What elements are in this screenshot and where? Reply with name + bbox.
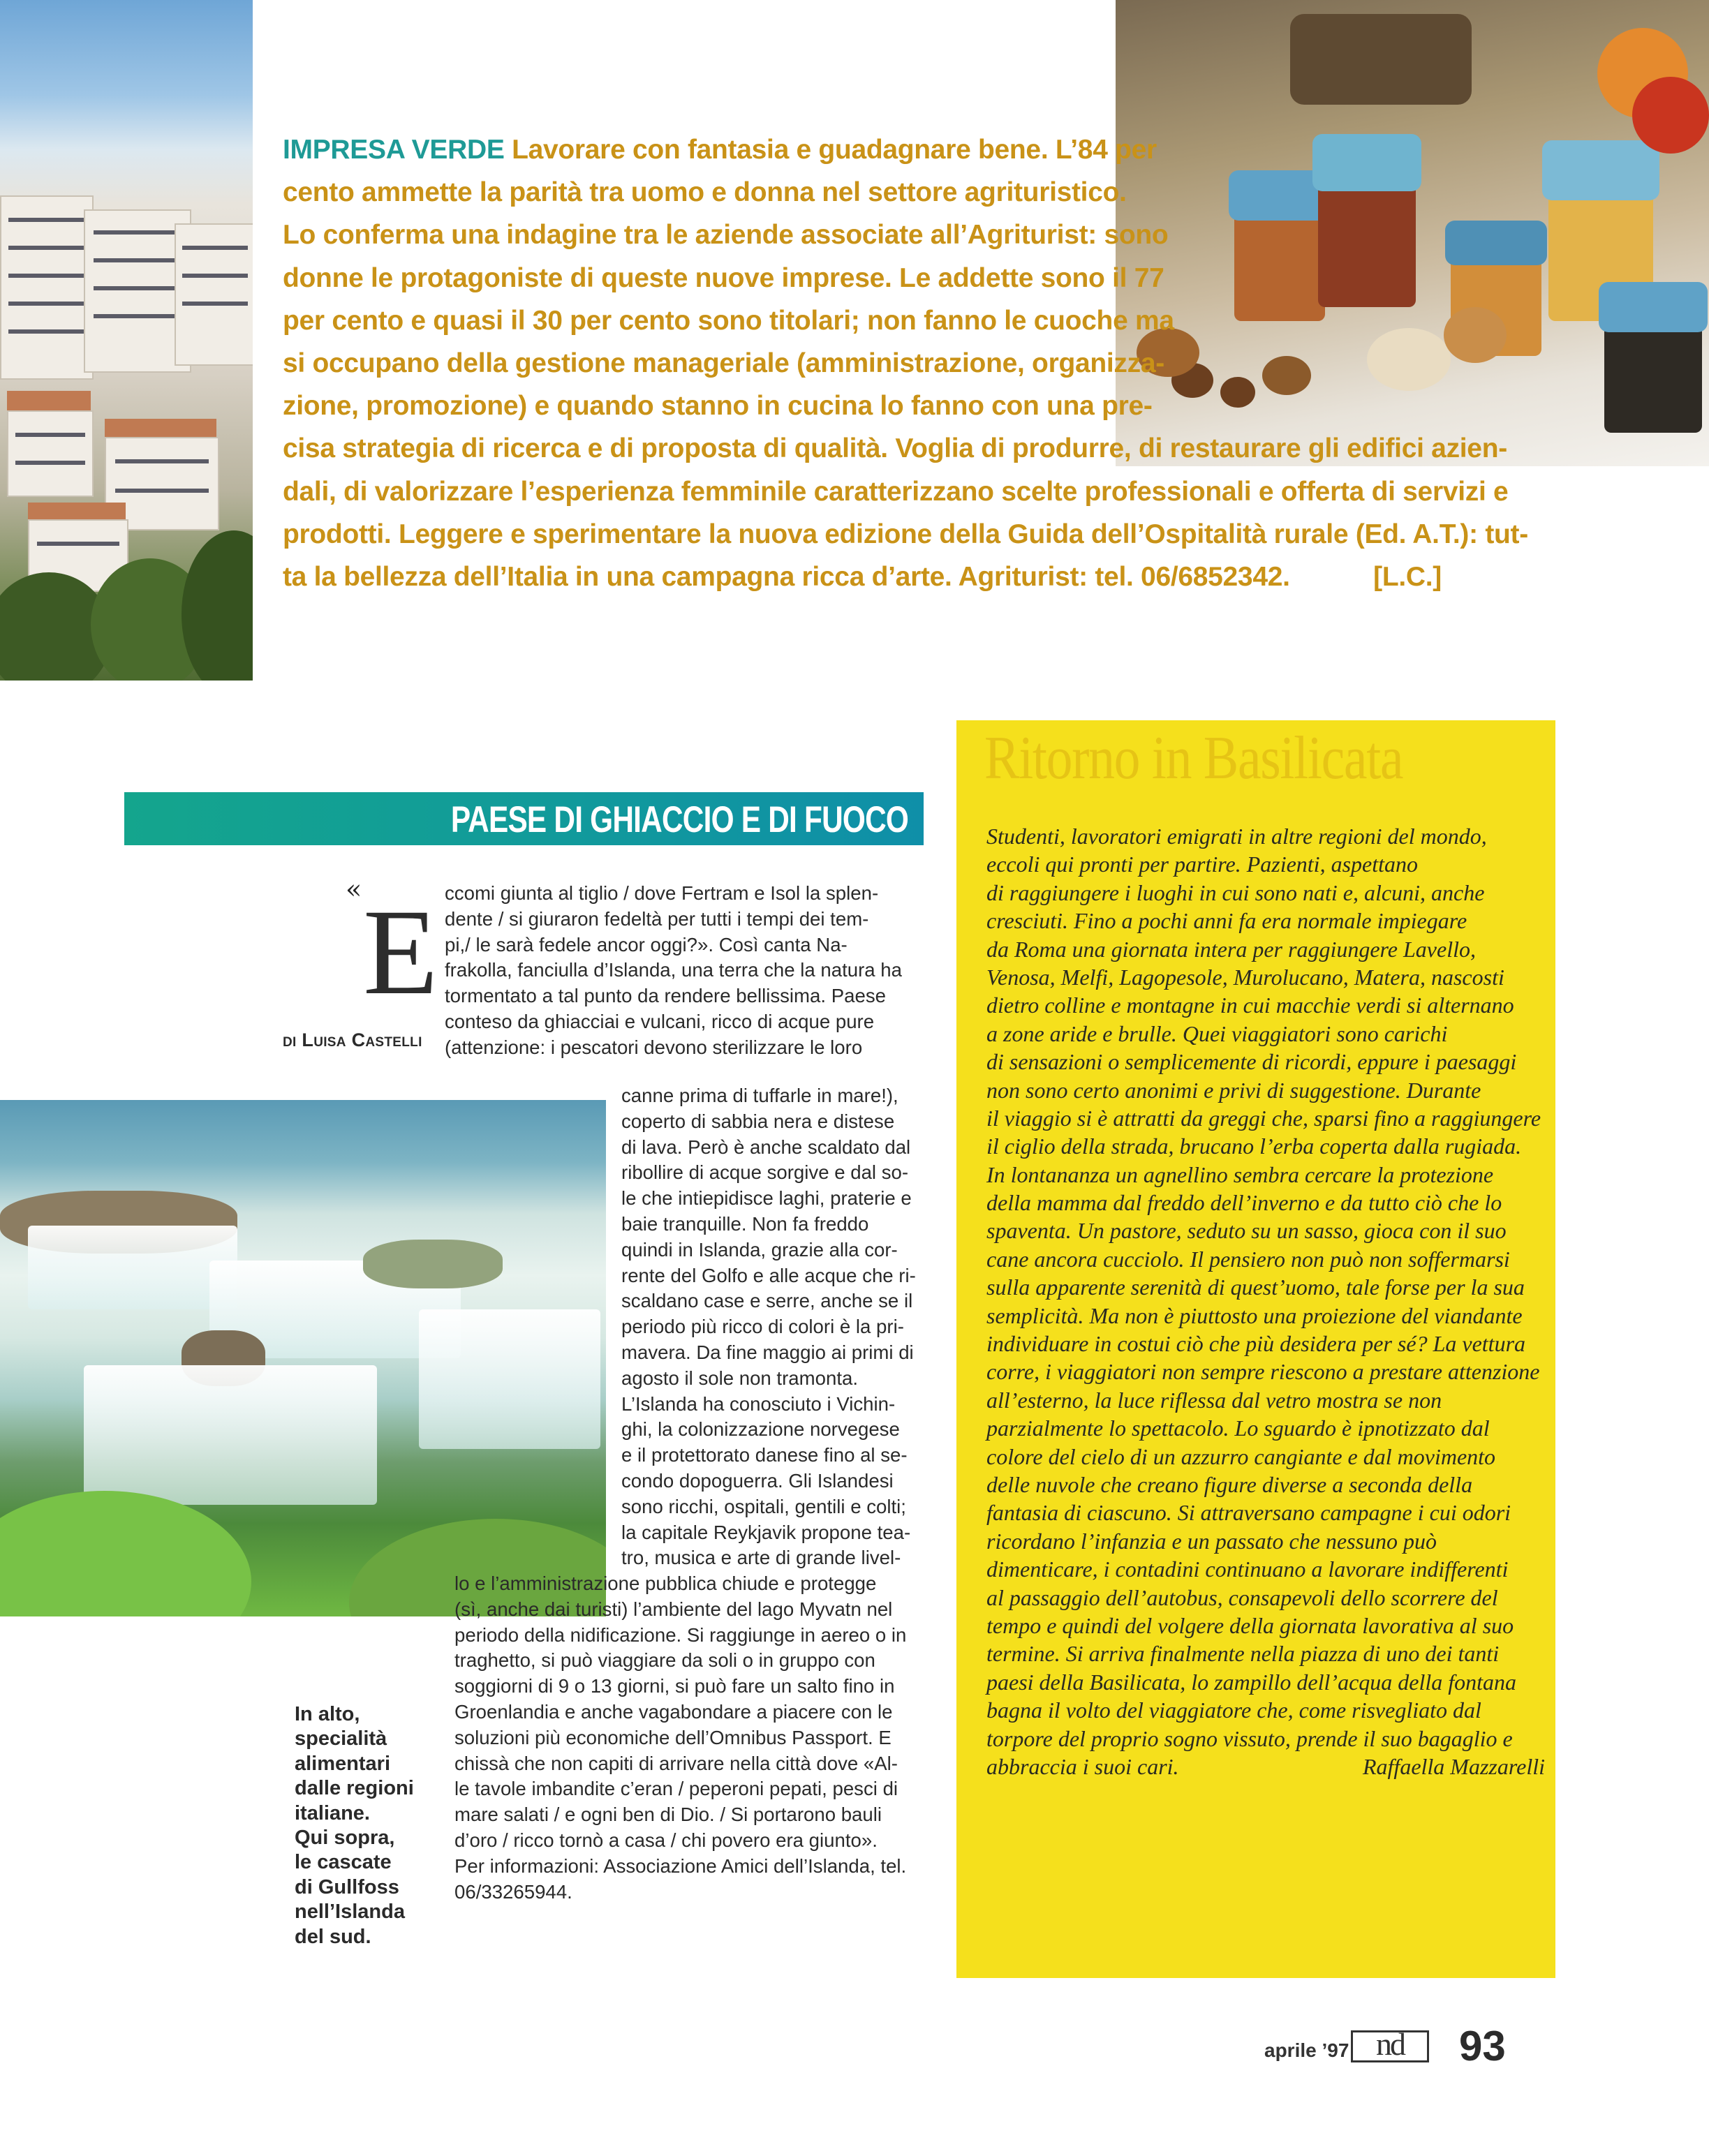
ritorno-line: parzialmente lo spettacolo. Lo sguardo è ipnotizzato dal [986, 1415, 1490, 1441]
ritorno-line: di raggiungere i luoghi in cui sono nati e, alcuni, anche [986, 879, 1485, 905]
article-body-narrow [621, 1083, 918, 1571]
impresa-line: per cento e quasi il 30 per cento sono titolari; non fanno le cuoche ma [283, 305, 1174, 336]
magazine-logo: nd [1351, 2030, 1429, 2062]
body-line: Groenlandia e anche vagabondare a piacere con le [454, 1700, 893, 1723]
body-line: ghi, la colonizzazione norvegese [621, 1418, 900, 1441]
ritorno-line: abbraccia i suoi cari. Raffaella Mazzarelli [986, 1753, 1545, 1780]
ritorno-line: bagna il volto del viaggiatore che, come risvegliato dal [986, 1697, 1481, 1723]
body-line: di lava. Però è anche scaldato dal [621, 1136, 911, 1158]
body-line: periodo della nidificazione. Si raggiunge in aereo o in [454, 1623, 907, 1646]
caption-line: dalle regioni [295, 1777, 414, 1800]
body-line: le che intiepidisce laghi, praterie e [621, 1187, 912, 1210]
article-header-bar [124, 792, 924, 845]
ritorno-line: all’esterno, la luce riflessa dal vetro mostra se non [986, 1387, 1442, 1413]
body-line: agosto il sole non tramonta. [621, 1367, 858, 1389]
impresa-line: ta la bellezza dell’Italia in una campagna ricca d’arte. Agriturist: tel. 06/6852342. [L.C.] [283, 556, 1442, 598]
caption-line: alimentari [295, 1752, 390, 1775]
ritorno-line: In lontananza un agnellino sembra cercare la protezione [986, 1161, 1494, 1187]
ritorno-text [986, 822, 1545, 1780]
ritorno-line: cane ancora cucciolo. Il pensiero non può non soffermarsi [986, 1246, 1510, 1272]
body-line: tro, musica e arte di grande livel- [621, 1547, 901, 1569]
city-photo [0, 0, 253, 681]
ritorno-line: delle nuvole che creano figure diverse a seconda della [986, 1471, 1473, 1497]
ritorno-line: spaventa. Un pastore, seduto su un sasso, gioca con il suo [986, 1218, 1507, 1244]
ritorno-line: corre, i viaggiatori non sempre riescono a prestare attenzione [986, 1359, 1540, 1385]
body-line: baie tranquille. Non fa freddo [621, 1212, 869, 1235]
ritorno-line: dimenticare, i contadini continuano a lavorare indifferenti [986, 1556, 1509, 1582]
ritorno-line: individuare in costui ciò che più desidera per sé? La vettura [986, 1331, 1526, 1357]
body-line: la capitale Reykjavik propone tea- [621, 1521, 911, 1543]
body-line: mavera. Da fine maggio ai primi di [621, 1341, 914, 1363]
body-line: scaldano case e serre, anche se il [621, 1290, 913, 1312]
body-line: ccomi giunta al tiglio / dove Fertram e Isol la splen- [445, 882, 879, 904]
ritorno-line: tempo e quindi del volgere della giornata lavorativa al suo [986, 1612, 1514, 1638]
ritorno-line: fantasia di ciascuno. Si attraversano campagne i cui odori [986, 1500, 1511, 1526]
body-line: soggiorni di 9 o 13 giorni, si può fare un salto fino in [454, 1675, 895, 1697]
page-number: 93 [1459, 2023, 1506, 2069]
body-line: mare salati / e ogni ben di Dio. / Si portarono bauli [454, 1804, 882, 1826]
ritorno-line: a zone aride e brulle. Quei viaggiatori sono carichi [986, 1020, 1448, 1046]
ritorno-line: della mamma dal freddo dell’inverno e da tutto ciò che lo [986, 1190, 1502, 1216]
body-line: e il protettorato danese fino al se- [621, 1444, 908, 1466]
caption-line: nell’Islanda [295, 1901, 405, 1924]
ritorno-line: semplicità. Ma non è piuttosto una proiezione del viandante [986, 1302, 1523, 1328]
ritorno-line: Venosa, Melfi, Lagopesole, Murolucano, Matera, nascosti [986, 964, 1504, 990]
article-title: PAESE DI GHIACCIO E DI FUOCO [450, 799, 908, 840]
impresa-line: donne le protagoniste di queste nuove imprese. Le addette sono il 77 [283, 262, 1164, 293]
impresa-line: IMPRESA VERDE Lavorare con fantasia e guadagnare bene. L’84 per [283, 135, 1157, 165]
impresa-kicker: IMPRESA VERDE [283, 135, 505, 165]
ritorno-title: Ritorno in Basilicata [984, 724, 1403, 792]
impresa-line: prodotti. Leggere e sperimentare la nuova edizione della Guida dell’Ospitalità rurale (Ed. A.T.): tut- [283, 519, 1528, 549]
impresa-line: si occupano della gestione manageriale (amministrazione, organizza- [283, 348, 1164, 379]
body-line: sono ricchi, ospitali, gentili e colti; [621, 1495, 906, 1517]
ritorno-line: il viaggio si è attratti da greggi che, sparsi fino a raggiungere [986, 1105, 1541, 1131]
body-line: pi,/ le sarà fedele ancor oggi?». Così canta Na- [445, 933, 848, 956]
ritorno-line: eccoli qui pronti per partire. Pazienti, aspettano [986, 852, 1418, 877]
ritorno-line: termine. Si arriva finalmente nella piazza di uno dei tanti [986, 1641, 1500, 1667]
body-line: rente del Golfo e alle acque che ri- [621, 1264, 916, 1286]
caption-line: di Gullfoss [295, 1875, 399, 1898]
body-line: frakolla, fanciulla d’Islanda, una terra che la natura ha [445, 959, 902, 981]
impresa-line: zione, promozione) e quando stanno in cucina lo fanno con una pre- [283, 391, 1153, 422]
body-line: lo e l’amministrazione pubblica chiude e protegge [454, 1573, 877, 1594]
body-line: chissà che non capiti di arrivare nella città dove «Al- [454, 1752, 898, 1774]
ritorno-line: dietro colline e montagne in cui macchie verdi si alternano [986, 992, 1514, 1018]
body-line: d’oro / ricco tornò a casa / chi povero era giunto». [454, 1829, 878, 1851]
ritorno-line: paesi della Basilicata, lo zampillo dell’acqua della fontana [986, 1669, 1517, 1695]
body-line: periodo più ricco di colori è la pri- [621, 1316, 904, 1338]
body-line: soluzioni più economiche dell’Omnibus Passport. E [454, 1726, 892, 1748]
ritorno-line: Studenti, lavoratori emigrati in altre regioni del mondo, [986, 824, 1487, 849]
caption-line: Qui sopra, [295, 1827, 395, 1850]
body-line: condo dopoguerra. Gli Islandesi [621, 1469, 894, 1492]
body-line: canne prima di tuffarle in mare!), [621, 1085, 898, 1106]
body-line: 06/33265944. [454, 1880, 572, 1903]
body-line: Per informazioni: Associazione Amici dell’Islanda, tel. [454, 1854, 907, 1877]
body-line: traghetto, si può viaggiare da soli o in gruppo con [454, 1649, 875, 1672]
body-line: dente / si giuraron fedeltà per tutti i tempi dei tem- [445, 907, 869, 930]
body-line: coperto di sabbia nera e distese [621, 1110, 895, 1132]
caption-line: specialità [295, 1727, 387, 1750]
ritorno-line: di sensazioni o semplicemente di ricordi, eppure i paesaggi [986, 1049, 1517, 1075]
impresa-signature: [L.C.] [1373, 562, 1442, 593]
caption-line: italiane. [295, 1801, 370, 1824]
drop-cap: E [363, 884, 438, 1020]
body-line: L’Islanda ha conosciuto i Vichin- [621, 1392, 896, 1415]
article-body-top [445, 881, 919, 1061]
article-body-bottom [454, 1571, 919, 1905]
byline: di Luisa Castelli [283, 1029, 422, 1050]
body-line: (sì, anche dai turisti) l’ambiente del lago Myvatn nel [454, 1598, 893, 1620]
body-line: (attenzione: i pescatori devono sterilizzare le loro [445, 1036, 863, 1058]
issue-date: aprile ’97 [1264, 2039, 1349, 2061]
ritorno-line: non sono certo anonimi e privi di suggestione. Durante [986, 1077, 1481, 1103]
body-line: quindi in Islanda, grazie alla cor- [621, 1238, 898, 1261]
ritorno-line: ricordano l’infanzia e un passato che nessuno può [986, 1528, 1437, 1554]
ritorno-line: al passaggio dell’autobus, consapevoli dello scorrere del [986, 1584, 1498, 1610]
caption-line: del sud. [295, 1925, 371, 1948]
ritorno-line: da Roma una giornata intera per raggiungere Lavello, [986, 936, 1476, 962]
photo-caption [295, 1702, 434, 1949]
ritorno-author: Raffaella Mazzarelli [1362, 1753, 1545, 1779]
ghost-text [1599, 489, 1709, 513]
ritorno-line: sulla apparente serenità di quest’uomo, tale forse per la sua [986, 1274, 1525, 1300]
body-line: ribollire di acque sorgive e dal so- [621, 1161, 909, 1184]
body-line: le tavole imbandite c’eran / peperoni pepati, pesci di [454, 1778, 898, 1800]
body-line: tormentato a tal punto da rendere bellissima. Paese [445, 985, 886, 1007]
waterfall-photo [0, 1100, 606, 1616]
caption-line: le cascate [295, 1851, 392, 1874]
ritorno-line: il ciglio della strada, brucano l’erba coperta dalla rugiada. [986, 1133, 1522, 1159]
impresa-line: dali, di valorizzare l’esperienza femminile caratterizzano scelte professionali e offerta di servizi e [283, 476, 1509, 507]
impresa-line: cisa strategia di ricerca e di proposta di qualità. Voglia di produrre, di restaurare gli edifici azien- [283, 433, 1507, 464]
ritorno-line: cresciuti. Fino a pochi anni fa era normale impiegare [986, 908, 1467, 934]
body-line: conteso da ghiacciai e vulcani, ricco di acque pure [445, 1010, 875, 1032]
impresa-verde-paragraph [283, 128, 1528, 598]
opening-quote: « [346, 874, 362, 905]
ritorno-line: torpore del proprio sogno vissuto, prende il suo bagaglio e [986, 1725, 1513, 1751]
impresa-line: cento ammette la parità tra uomo e donna nel settore agrituristico. [283, 177, 1127, 208]
impresa-line: Lo conferma una indagine tra le aziende associate all’Agriturist: sono [283, 220, 1169, 251]
ritorno-line: colore del cielo di un azzurro cangiante e dal movimento [986, 1443, 1496, 1469]
caption-line: In alto, [295, 1703, 360, 1725]
